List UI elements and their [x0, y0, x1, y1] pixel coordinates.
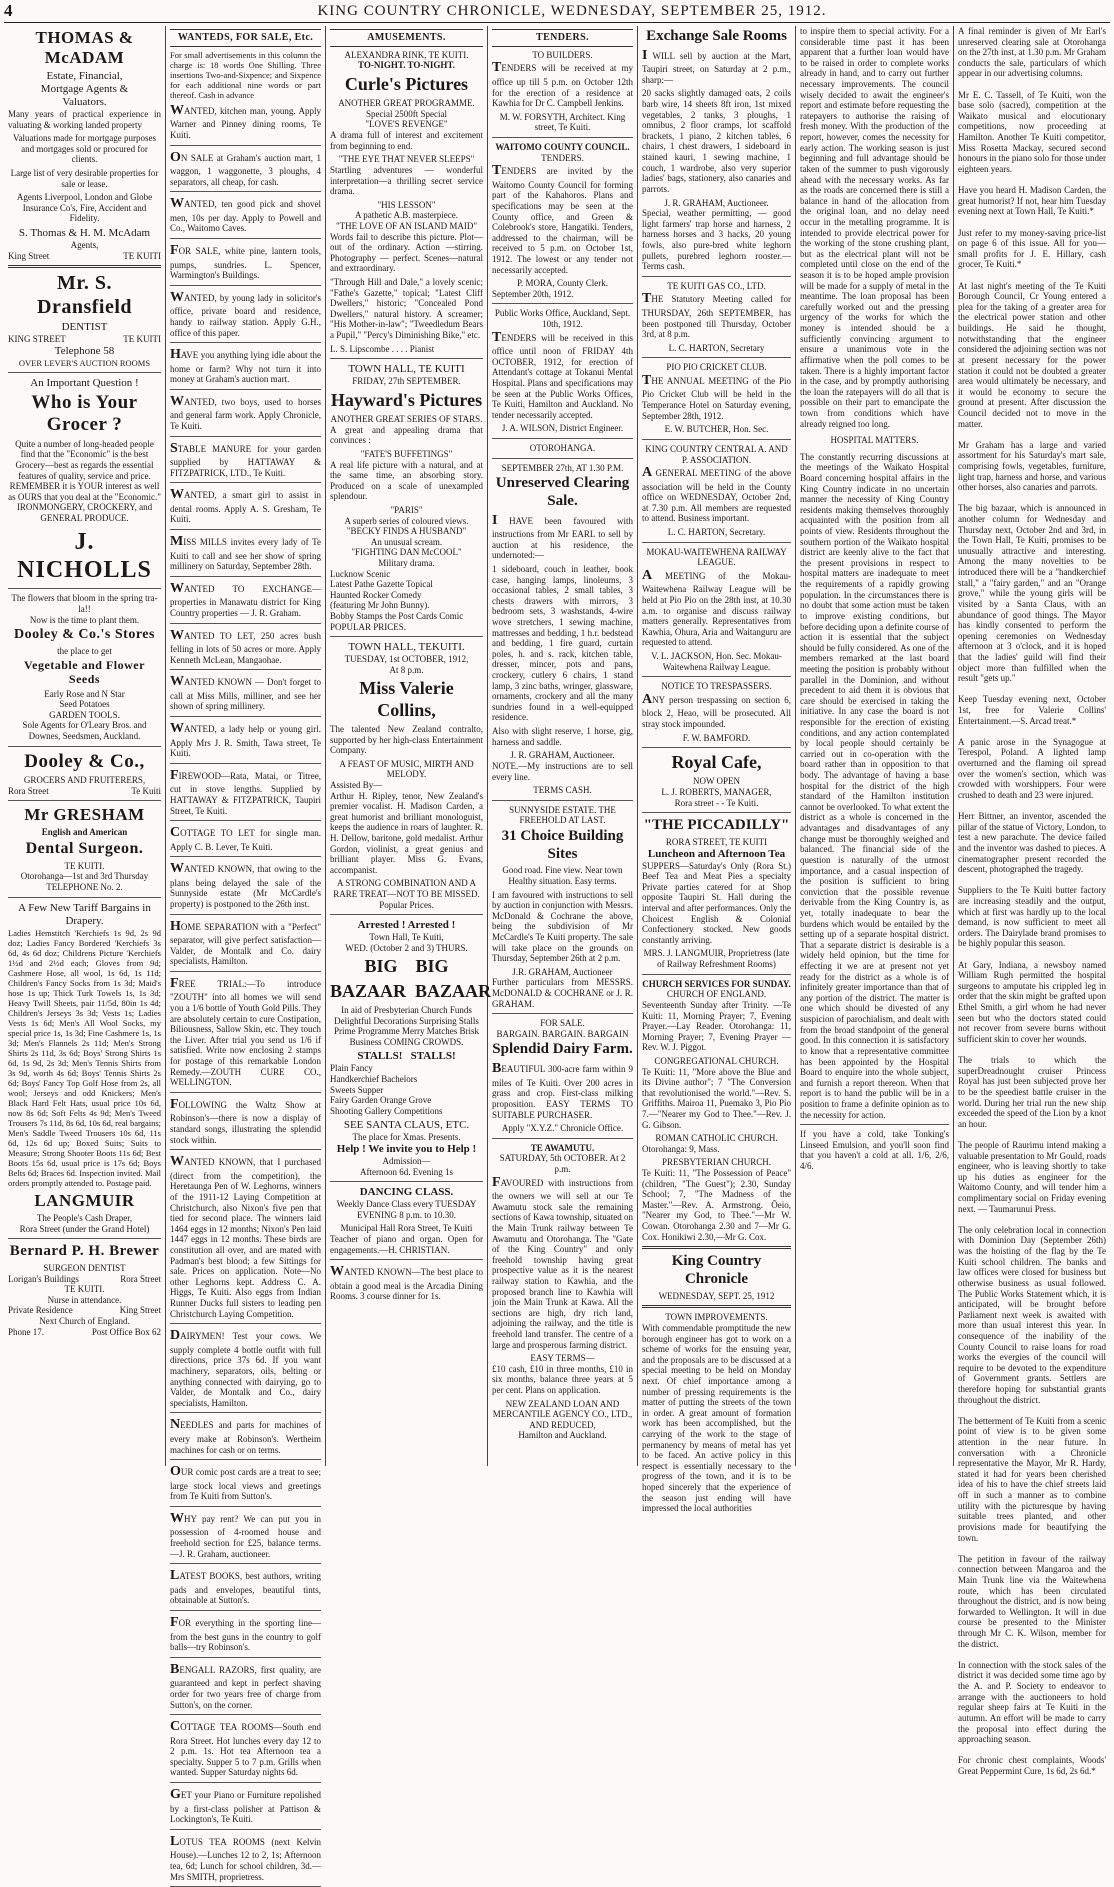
column-4 — [488, 26, 638, 1466]
favoured: I am favoured with instructions to sell by auction in conjunction with Messrs. McDonald & Cochrane the above, being the subdivision of Mr McCardle's Te Kuiti property. The sale will take place on the grounds on Thursday, September 26th at 2 p.m. — [492, 889, 633, 964]
picc-sub: Luncheon and Afternoon Tea — [647, 847, 786, 860]
masthead — [4, 0, 1110, 23]
tender-1: TENDERS will be received at my office up till 5 p.m. on October 12th for the erection of a residence at Kawhia for Dr C. Campbell Jenkins. — [492, 60, 633, 109]
ad-divider — [170, 529, 321, 530]
cong-body: Te Kuiti: 11, "More above the Blue and its Divine author"; 7 "The Conversion that revolutionised the world."—Rev. S. Griffiths. Mairoa 11, Puemako 3, Pio Pio 7.—"Nearer my God to Thee."—Rev. J. G. Gibson. — [642, 1066, 791, 1130]
piccadilly: "THE PICCADILLY" — [643, 817, 790, 834]
wanteds-heading: WANTEDS, FOR SALE, Etc. — [170, 29, 321, 47]
gresham-sub: English and American — [41, 827, 128, 838]
thomas-p2: Valuations made for mortgage purposes and mortgages sold or procured for clients. — [13, 133, 156, 165]
popular-prices: Popular Prices. — [379, 899, 434, 910]
langmuir-sub: The People's Cash Draper, — [36, 1213, 133, 1223]
valerie-desc: The talented New Zealand contralto, supported by her high-class Entertainment Company. — [330, 723, 483, 756]
dancing-title: DANCING CLASS. — [359, 1186, 454, 1199]
hayward-sub: ANOTHER GREAT SERIES OF STARS. — [330, 414, 483, 425]
gas-head: TE KUITI GAS CO., LTD. — [667, 280, 766, 291]
classified-ad: WANTED, a lady help or young girl. Apply Mrs J. R. Smith, Tawa street, Te Kuiti. — [170, 721, 321, 759]
tonight: TO-NIGHT. TO-NIGHT. — [358, 60, 455, 71]
curle-another: ANOTHER GREAT PROGRAMME. — [338, 98, 475, 109]
lesson-title: "HIS LESSON" — [377, 199, 436, 210]
feast: A FEAST OF MUSIC, MIRTH AND MELODY. — [339, 758, 474, 780]
cofe-body: Seventeenth Sunday after Trinity. —Te Kuiti: 11, Morning Prayer; 7, Evening Prayer.—Lay Reader. Otorohanga: 11, Morning Prayer; 7, Evening Prayer — Rev. W. J. Piggot. — [642, 999, 791, 1053]
ad-divider — [170, 1149, 321, 1150]
good-road: Good road. Fine view. Near town Healthy situation. Easy terms. — [502, 865, 623, 886]
help: Help ! We invite you to Help ! — [336, 1142, 477, 1155]
exchange-sign: J. R. GRAHAM, Auctioneer. — [664, 197, 769, 208]
thomas-p1: Many years of practical experience in valuating & working landed property — [8, 109, 161, 130]
town-hall-2: TOWN HALL, TEKUITI. — [348, 641, 465, 654]
fighting-title: "FIGHTING DAN McCOOL" — [351, 547, 462, 558]
column-6 — [796, 26, 954, 1466]
bargain: BARGAIN. BARGAIN. BARGAIN — [496, 1028, 629, 1039]
classified-ad: WHY pay rent? We can put you in possession of 4-roomed house and freehold section for £25, balance terms.—J. R. Graham, auctioneer. — [170, 1510, 321, 1559]
sept-27: SEPTEMBER 27th, AT 1.30 P.M. — [501, 462, 624, 473]
becky-desc: An unusual scream. — [370, 536, 443, 547]
grocer-question: An Important Question ! — [30, 377, 139, 390]
hospital-body: The constantly recurring discussions at the meetings of the Waikato Hospital Board concerning hospital affairs in the King Country indicate in no uncertain manner the necessity of King Country residents making themselves thoroughly acquainted with the position from all points of view. Residents throughout the southern portion of the Waikato hospital district are keenly alive to the fact that the present provisions in respect to hospital matters are inadequate to meet the requirements of a rapidly growing population. In the circumstances there is no doubt that some action must be taken to improve existing conditions, but before deciding upon a definite course of action it is essential that the subject should be fully considered. As one of the members remarked at the last board meeting the position is probably without parallel in the Dominion, and without precedent to aid them it is obvious that care should be exercised in taking the initiative. In any case the board is not responsible for the erection of existing conditions, and any action contemplated by local people should certainly be carried out in co-operation with the board rather than in opposition to that body. The advantage of having a base hospital for the district of the high standard of the Hamilton institution cannot be overlooked. To what extent the district as a whole is concerned in the advantages and disadvantages of any change must be thoroughly weighed and balanced. The financial side of the question is naturally of the utmost importance, and a casual inspection of the position is sufficient to bring conviction that the possible revenue derivable from the King Country is, as yet, totally inadequate to bear the burdens which would be entailed by the setting up of a separate hospital district. That a separate district is desirable is a widely held opinion, but the time for effecting it we are at present not yet ready for the district as a whole is of infinitely greater importance than that of any portion of the district. The matter is one which should be divested of any suspicion of parochialism, and dealt with from the broad standpoint of the general good. In this connection it is satisfactory to know that a representative committee has been appointed by the Hospital Board to enquire into the whole subject, and furnish a report thereon. When that report is to hand the public will be in a position to frame a definite opinion as to the necessity for action. — [800, 451, 949, 1120]
ad-divider — [170, 1714, 321, 1715]
tuesday: TUESDAY, 1st OCTOBER, 1912, — [344, 654, 469, 665]
dransfield-name: Mr. S. Dransfield — [37, 272, 132, 318]
awamutu-body: FAVOURED with instructions from the owners we will sell at our Te Awamutu stock sale the remaining sections of Kawa township, situated on the Main Trunk railway between Te Awamutu and Otorohanga. The "Gate of the King Country" and only freehold township having great prospective value as it is the nearest railway station to Kawhia, and the proposed branch line to Kawhia will join the Main Trunk at Kawa. All the sections are high, dry rich land, adjoining the railway, and the title is freehold land transfer. The centre of a large and prosperous farming district. — [492, 1174, 633, 1350]
column-1 — [4, 26, 166, 1466]
dransfield-role: DENTIST — [61, 321, 108, 334]
hayward-desc: A great and appealing drama that convinces : — [330, 424, 483, 446]
stall-list: Plain Fancy Handkerchief Bachelors Sweets Supper Fairy Garden Orange Grove Shooting Gallery Competitions — [330, 1063, 443, 1116]
classified-ad: HAVE you anything lying idle about the home or farm? Why not turn it into money at Graham's auction mart. — [170, 347, 321, 385]
nz-loan: NEW ZEALAND LOAN AND MERCANTILE AGENCY CO., LTD., AND REDUCED, — [492, 1398, 633, 1430]
dooley-l2: Seed Potatoes — [59, 699, 110, 710]
otorohanga: OTOROHANGA. — [529, 443, 596, 454]
brewer-church: Next Church of England. — [39, 1315, 130, 1326]
ad-divider — [170, 482, 321, 483]
grocer-title: Who is Your Grocer ? — [31, 392, 138, 436]
kc-sign: L. C. HARTON, Secretary. — [667, 527, 766, 538]
love-island-desc: Words fail to describe this picture. Plot—out of the ordinary. Action —stirring. Photography — perfect. Scenes—natural and extraordinary. — [330, 231, 483, 274]
flowers-line1: The flowers that bloom in the spring tra-la!! — [11, 593, 158, 614]
at-8: At 8 p.m. — [389, 664, 424, 675]
dairy-farm: Splendid Dairy Farm. — [492, 1041, 633, 1058]
gas-body: THE Statutory Meeting called for THURSDAY, 26th SEPTEMBER, has been postponed till Thursday, October 3rd, at 8 p.m. — [642, 291, 791, 340]
town-hall: TOWN HALL, TE KUITI — [348, 363, 465, 376]
classified-ad: DAIRYMEN! Test your cows. We supply complete 4 bottle outfit with full directions, price 37s 6d. If you want machinery, separators, oils, belting or anything connected with dairying, go to Valder, de Montalk and Co., dairy specialists, Hamilton. — [170, 1328, 321, 1408]
picc-sign: MRS. J. LANGMUIR, Proprietress (late of Railway Refreshment Rooms) — [643, 948, 790, 970]
column-2 — [166, 26, 326, 1882]
to-builders: TO BUILDERS. — [532, 49, 593, 60]
classified-ad: STABLE MANURE for your garden supplied by HATTAWAY & FITZPATRICK, LTD., Te Kuiti. — [170, 440, 321, 478]
easy-terms: EASY TERMS— — [530, 1353, 595, 1364]
ad-divider — [170, 623, 321, 624]
eye-title: "THE EYE THAT NEVER SLEEPS" — [338, 154, 475, 165]
thomas-p3: Large list of very desirable properties for sale or lease. — [10, 168, 159, 189]
tender-2-date: September 20th, 1912. — [492, 288, 574, 299]
ad-divider — [170, 145, 321, 146]
kc-body: A GENERAL MEETING of the above association will be held in the County office on WEDNESDAY, October 2nd, at 7.30 p.m. All members are requested to attend. Business important. — [642, 465, 791, 524]
classified-ad: FIREWOOD—Rata, Matai, or Titree, cut in stove lengths. Supplied by HATTAWAY & FITZPATRICK, Taupiri Street, Te Kuiti. — [170, 767, 321, 816]
ad-divider — [170, 1412, 321, 1413]
tender-1-sign: M. W. FORSYTH, Architect. King street, Te Kuiti. — [499, 111, 626, 133]
flowers-line2: Now is the time to plant them. — [29, 614, 140, 625]
fate-desc: A real life picture with a natural, and at the same time, an absorbing story. Produced on a scale of unexampled splendour. — [330, 459, 483, 502]
te-awamutu: TE AWAMUTU. — [530, 1142, 595, 1153]
dairy-desc: BEAUTIFUL 300-acre farm within 9 miles of Te Kuiti. Over 200 acres in grass and crop. First-class milking proposition. EASY TERMS TO SUITABLE PURCHASER. — [492, 1061, 633, 1120]
ad-divider — [170, 285, 321, 286]
mokau-body: A MEETING of the Mokau-Waitewhena Railway League will be held at Pio Pio on the 28th inst, at 10.30 a.m. to organise and discuss railway matters generally. Representatives from Kawhia, Ohura, Aria and Waitanguru are requested to attend. — [642, 567, 791, 648]
church-head: CHURCH SERVICES FOR SUNDAY. — [642, 978, 791, 989]
choice-sites: 31 Choice Building Sites — [501, 827, 624, 862]
easy-desc: £10 cash, £10 in three months, £10 in six months, balance three years at 5 per cent. Plans on application. — [492, 1363, 633, 1396]
fighting-desc: Military drama. — [378, 558, 435, 568]
gas-sign: L. C. HARTON, Secretary — [668, 342, 765, 353]
gresham-oto: Otorohanga—1st and 3rd Thursday — [20, 871, 149, 882]
thomas-street: King Street — [8, 250, 50, 261]
classified-ad: FOR SALE, white pine, lantern tools, pumps, sundries. L. Spencer, Warmington's Buildings. — [170, 243, 321, 281]
column-3 — [326, 26, 492, 1466]
dransfield-phone: Telephone 58 — [54, 345, 115, 358]
editorial-continued: to inspire them to special activity. For a considerable time past it has been apparent that a further loan would have to be raised in order to complete works already in hand, and to carry out further necessary improvements. The council wisely decided to await the engineer's report and estimate before requesting the ratepayers to authorise the raising of fresh money. With the production of the report, however, comes the necessity for early action. The working season is just beginning and full advantage should be taken of the summer to push vigorously ahead with the necessary works. As far as the roads are concerned there is still a balance in hand of the allocation from the original loan, and no delay need occur in the metalling programme. It is intended to provide electrical power for the working of the stone crushing plant, but as the electrical plant will not be completed until close on the end of the season it is to be hoped ample provision will be made for a supply of metal in the meantime. The loan proposal has been carefully worked out and the pressing urgency of the works for which the money is intended should be a sufficiently convincing argument to ensure a unanimous vote in the affirmative when the poll comes to be taken. There is a highly important factor in the case, and by promptly authorising the loan the ratepayers will do all that is possible on their part to emancipate the town from conditions which have already reigned too long. — [800, 26, 949, 429]
arcadia: WANTED KNOWN—The best place to obtain a good meal is the Arcadia Dining Rooms. 3 course dinner for 1s. — [330, 1264, 483, 1302]
ad-divider — [170, 856, 321, 857]
strong-combination: A STRONG COMBINATION AND A RARE TREAT—NOT TO BE MISSED. — [333, 878, 480, 900]
tender-3-sign: J. A. WILSON, District Engineer. — [501, 423, 624, 434]
sale-also: Also with slight reserve, 1 horse, gig, harness and saddle. — [492, 726, 633, 747]
brewer-town: TE KUITI. — [64, 1284, 105, 1295]
tender-2-sign: P. MORA, County Clerk. — [516, 278, 608, 289]
stalls: STALLS! STALLS! — [357, 1050, 456, 1063]
classified-ad: WANTED TO EXCHANGE—properties in Manawatu district for King Country properties — J. R. Graham. — [170, 580, 321, 618]
dairy-apply: Apply "X.Y.Z." Chronicle Office. — [501, 1123, 624, 1134]
santa: SEE SANTA CLAUS, ETC. — [343, 1119, 470, 1132]
kcc-date: WEDNESDAY, SEPT. 25, 1912 — [658, 1290, 775, 1301]
paris-title: "PARIS" — [390, 504, 423, 515]
ad-divider — [170, 191, 321, 192]
thomas-sub1: Estate, Financial, — [46, 70, 123, 83]
fate-title: "FATE'S BUFFETINGS" — [360, 448, 453, 459]
lesson-desc: A pathetic A.B. masterpiece. — [355, 210, 458, 221]
dooley-l4: Sole Agents for O'Leary Bros. and Downes, Seedsmen, Auckland. — [22, 720, 147, 742]
local-news: A final reminder is given of Mr Earl's unreserved clearing sale at Otorohanga on the 27th inst, at 1.30 p.m. Mr Graham conducts the sale, particulars of which appear in our advertising columns. Mr E. C. Tassell, of Te Kuiti, won the base solo (sacred), competition at the Waikato musical and elocutionary competitions, now proceeding at Hamilton. Another Te Kuiti competitor, Miss Rosetta Mackay, secured second honours in the piano solo for those under eighteen years. Have you heard H. Madison Carden, the great humorist? If not, hear him Tuesday evening next at Town Hall, Te Kuiti.* Just refer to my money-saving price-list on page 6 of this issue. All for you—small profits for J. E. Hillary, cash grocer, Te Kuiti.* At last night's meeting of the Te Kuiti Borough Council, Cr Young entered a plea for the taking of a greater area for the electrical power station and other buildings. He said he thought, notwithstanding that the engineer considered the adjoining section was not at present necessary for the power station it could not be doubted a greater area would ultimately be necessary, and it would be economy to secure the ground at present. After discussion the Council decided not to move in the matter. Mr Graham has a large and varied assortment for his Saturday's mart sale, comprising fowls, vegetables, furniture, light trap, harness and horse, and various other horses, also canaries and parrots. The big bazaar, which is announced in another column for Wednesday and Thursday next, October 2nd and 3rd, in the Town Hall, Te Kuiti, promises to be unusually attractive and interesting. Among the many novelties to be introduced there will be a "handkerchief stall," a "fairy garden," and an "Orange grove," while the young girls will be visited by a Santa Claus, with an abundance of good things. The Mayor has kindly consented to perform the opening ceremonies on Wednesday afternoon at 3 o'clock, and it is hoped that the ladies' guild will find their object more than fulfilled when the result "gets up." Keep Tuesday evening next, October 1st, free for Valerie Collins' Entertainment.—S. Arcad treat.* A panic arose in the Synagogue at Terespol, Poland. A lighted lamp overturned and the flaming oil spread over the women's section, which was crowded with worshippers. Four were crushed to death and 23 were injured. Herr Bittner, an inventor, ascended the pillar of the statue of Victory, London, to test a new parachute. The device failed and the inventor was dashed to pieces. A cinematographer present recorded the descent, photographed the tragedy. Suppliers to the Te Kuiti butter factory are increasing steadily and the output, which at first was hardly up to the local demand, is now sufficient to meet all orders. The Dairylade brand promises to be highly popular this season. At Gary, Indiana, a newsboy named William Rugh permitted the hospital surgeons to amputate his crippled leg in order that the skin might be grafted upon Ethel Smith, a girl whom he had never seen but who the doctors stated could not recover from severe burns without sufficient skin to cover her wounds. The trials to which the superDreadnought cruiser Princess Royal has just been subjected prove her to be the speediest battle cruiser in the world. During her trial run the new ship exceeded the speed of the Lion by a knot an hour. The people of Raurimu intend making a valuable presentation to Mr Gould, roads engineer, who is leaving shortly to take up his duties as engineer for the Waitomo County, and will tender him a complimentary social on Friday evening next. — Taumarunui Press. The only celebration local in connection with Dominion Day (September 26th) was the hoisting of the flag by the Te Kuiti school children. The banks and law offices were closed for business but otherwise business as usual followed. The Public Works Statement which, it is anticipated, will be brought before Parliament next week is awaited with more than usual interest this year. In consequence of the inability of the County Council to raise loans for road works the evergies of the council will require to be devoted to the expenditure of Government grants. Settlers are therefore hoping for substantial grants throughout the district. The betterment of Te Kuiti from a scenic point of view is to be given some attention in the near future. In conversation with a Chronicle representative the Mayor, Mr R. Hardy, stated it had for years been cherished idea of his to have the chief streets laid off in such a manner as to combine utility with the picturesque by having suitable trees planted, and other provisions made for beautifying the town. The petition in favour of the railway connection between Mangaroa and the Main Trunk line via the Waitewhena route, which has been circulated throughout the district, and is now being forwarded to Wellington. It will in due course be presented to the Minister through Mr C. K. Wilson, member for the district. In connection with the stock sales of the district it was decided some time ago by the A. and P. Society to endeavor to arrange with the auctioneers to hold regular sheep fairs at Te Kuiti in the autumn. An effort will be made to carry the proposal into effect during the approaching season. For chronic chest complaints, Woods' Great Peppermint Cure, 1s 6d, 2s 6d.* — [958, 26, 1106, 1776]
ad-divider — [170, 576, 321, 577]
gresham-role: Dental Surgeon. — [25, 839, 144, 857]
drapery-title: A Few New Tariff Bargains in Drapery. — [18, 901, 151, 927]
brewer-priv-st: King Street — [119, 1305, 161, 1316]
brewer-priv: Private Residence — [8, 1305, 73, 1316]
ad-divider — [170, 971, 321, 972]
becky-title: "BECKY FINDS A HUSBAND" — [346, 526, 467, 537]
classified-ad: MISS MILLS invites every lady of Te Kuiti to call and see her show of spring millinery on Saturday, September 28th. — [170, 534, 321, 572]
trespass-body: ANY person trespassing on section 6, block 2, Heao, will be prosecuted. All stray stock impounded. — [642, 691, 791, 730]
dransfield-street: KING STREET — [8, 334, 66, 345]
classified-ad: COTTAGE TO LET for single man. Apply C. B. Lever, Te Kuiti. — [170, 825, 321, 852]
brewer-name: Bernard P. H. Brewer — [9, 1243, 160, 1260]
teacher: Teacher of piano and organ. Open for engagements.—H. CHRISTIAN. — [330, 1233, 483, 1255]
tenders-heading: TENDERS. — [492, 29, 633, 47]
ad-divider — [170, 238, 321, 239]
bazaar-bazaar: BAZAAR BAZAAR — [330, 980, 492, 1001]
langmuir-name: LANGMUIR — [34, 1190, 135, 1210]
classified-ad: WANTED, kitchen man, young. Apply Warner and Pinney dining rooms, Te Kuiti. — [170, 102, 321, 140]
dransfield-loc: OVER LEVER'S AUCTION ROOMS — [18, 358, 151, 369]
rc-head: ROMAN CATHOLIC CHURCH. — [655, 1133, 778, 1144]
ad-divider — [170, 1829, 321, 1830]
classified-ad: NEEDLES and parts for machines of every make at Robinson's. Wertheim machines for cash or on terms. — [170, 1417, 321, 1455]
ad-divider — [170, 1782, 321, 1783]
rc-body: Otorohanga: 9, Mass. — [642, 1143, 720, 1154]
exchange-list: 20 sacks slightly damaged oats, 2 coils barb wire, 14 sheets 8ft iron, 1st mixed vegetables, 2 tanks, 3 ploughs, 1 omnibus, 2 floor cramps, lot scaffold brackets, 1 piano, 2 kitchen tables, 6 chairs, 1 chest drawers, 1 sideboard in stained kauri, 1 sewing machine, 1 couch, 1 wardrobe, also very superior ladies' bags, stationery, also canaries and parrots. — [642, 88, 791, 194]
drapery-body: Ladies Hemstitch 'Kerchiefs 1s 9d, 2s 9d doz; Ladies Fancy Bordered 'Kerchiefs 3s 6d, 4s 6d doz; Childrens Picture 'Kerchiefs 1½d and 2½d each; Gloves from 9d; Cashmere Hose, all wool, 1s 6d, 1s 11d; Children's Fancy Socks from 1s 3d; Maid's hose 1s up; Thick Turk Towels 1s, 1s 3d; Heavy Twill Sheets, pair 11/5d, 80in 1s 4d; Children's Jerseys 3s 3d; Vests 1s; Ladies Vests 1s 6d; Men's All Wool Socks, my special price 1s, 1s 3d; Fine Cashmere 1s, 1s 3d; Men's Flannels 2s 11d; Men's Strong Shirts 2s 11d, 3s 6d; Boys' Strong Shirts 1s 6d, 1s 9d, 2s 3d; Men's Tennis Shirts from 3s 9d, worth 4s 6d; Boys' Tennis Shirts 2s 6d; Boys' Fancy Top Golf Hose from 2s, all wool; Jerseys and odd Knickers; Men's Black Hard Felt Hats, usual price 10s 6d, now 8s 6d; Soft Felts 4s 9d; Men's Tweed Trousers 7s 11d, 8s 6d, 10s 6d, real bargains; Men's Saddle Tweed Trousers 10s 6d, 11s 6d, 12s 6d up; Boxed Suits; Suits to Measure; Strong Shooter Boots 11s 6d; Best Boots 15s 6d, usual price is 17s 6d; Boys Belts 6d; Braces 6d. Inspection invited. Mail orders promptly attended to. Postage paid. — [8, 927, 161, 1188]
ad-divider — [170, 1610, 321, 1611]
ad-divider — [170, 342, 321, 343]
gresham-name: Mr GRESHAM — [24, 805, 145, 825]
mokau-sign: V. L. JACKSON, Hon. Sec. Mokau-Waitewhena Railway League. — [651, 651, 782, 672]
brewer-box: Post Office Box 62 — [91, 1326, 161, 1337]
classified-ad: WANTED, by young lady in solicitor's office, private board and residence, handy to railway station. Apply G.H., office of this paper. — [170, 289, 321, 338]
exchange-special: Special, weather permitting, — good light farmers' trap horse and harness, 2 harness horses and 3 hacks, 20 young fowls, also pure-bred white leghorn pullets, purebred leghorn rooster.—Terms cash. — [642, 208, 791, 272]
pio-head: PIO PIO CRICKET CLUB. — [666, 362, 767, 373]
nicholls-name: J. NICHOLLS — [17, 528, 152, 583]
sale-list: 1 sideboard, couch in leather, book case, hanging lamps, linoleums, 3 occasional tables, 2 small tables, 3 chests drawers with mirrors, 3 bedroom sets, 3 washstands, 4-wire wove stretchers, 1 sewing machine, mattresses and bedding, 1 h.r. bedstead and bedding, 1 fire guard, curtain poles, h. and s. rack, kitchen table, dresser, mincer, pots and pans, crockery, cutlery 6 chairs, 1 stand lamp, 3 zinc baths, wringer, glassware, ornaments, crockery and all the many sundries found in a well-equipped residence. — [492, 563, 633, 723]
ad-divider — [170, 820, 321, 821]
ad-divider — [170, 389, 321, 390]
sale-sign: J. R. GRAHAM, Auctioneer. — [510, 750, 615, 761]
gresham-phone: TELEPHONE No. 2. — [46, 882, 123, 892]
page-columns — [4, 26, 1110, 1882]
dancing-desc: Weekly Dance Class every TUESDAY EVENING 8 p.m. to 10.30. — [336, 1199, 477, 1220]
hospital-matters: HOSPITAL MATTERS. — [830, 435, 919, 446]
loves-revenge: "LOVE'S REVENGE" — [365, 119, 448, 130]
town-improvements-body: With commendable promptitude the new borough engineer has got to work on a scheme of works for the ensuing year, and the proposals are to be discussed at a special meeting to be held on Monday next. Of chief importance among a number of pressing requirements is the matter of putting the streets of the town in order. A great amount of formation work has been accomplished, but the carrying of the work to the stage of permanency by means of metal has yet to be faced. An active policy in this respect is essentially necessary to the progress of the town, and it is to be hoped sincerely that the experience of the season just ending will have impressed the local authorities — [642, 1322, 791, 1514]
pres-head: PRESBYTERIAN CHURCH. — [661, 1157, 771, 1168]
further: Further particulars from MESSRS. McDONALD & COCHRANE or J. R. GRAHAM. — [492, 977, 633, 1009]
town-hall-3: Town Hall, Te Kuiti, — [369, 932, 444, 943]
nz-loc: Hamilton and Auckland. — [518, 1430, 607, 1441]
tender-2: TENDERS are invited by the Waitomo County Council for forming part of the Kahahoros. Plans and specifications may be seen at the County office, and Green & Colebrook's store, Hangatiki. Tenders, addressed to the chairman, will be received to 5 p.m. on October 1st, 1912. The lowest or any tender not necessarily accepted. — [492, 163, 633, 275]
classified-ad: GET your Piano or Furniture repolished by a first-class polisher at Pattison & Lockington's, Te Kuiti. — [170, 1787, 321, 1825]
public-works: Public Works Office, Auckland, Sept. 10th, 1912. — [494, 308, 631, 330]
gresham-town: TE KUITI. — [64, 860, 105, 871]
pianist: L. S. Lipscombe . . . . Pianist — [330, 343, 435, 354]
mokau-head: MOKAU-WAITEWHENA RAILWAY LEAGUE. — [646, 546, 787, 568]
kc-head: KING COUNTRY CENTRAL A. AND P. ASSOCIATION. — [645, 443, 788, 465]
thomas-sign: S. Thomas & H. M. McAdam — [18, 227, 151, 240]
thomas-p4: Agents Liverpool, London and Globe Insurance Co's, Fire, Accident and Fidelity. — [16, 192, 153, 224]
classified-ad: ON SALE at Graham's auction mart, 1 waggon, 1 waggonette, 3 ploughs, 4 separators, all cheap, for cash. — [170, 149, 321, 187]
ad-divider — [170, 436, 321, 437]
classified-ad: WANTED, two boys, used to horses and general farm work. Apply Chronicle, Te Kuiti. — [170, 393, 321, 432]
for-sale: FOR SALE. — [540, 1018, 585, 1029]
bazaar-dates: WED. (October 2 and 3) THURS. — [345, 942, 468, 953]
exchange-body: I WILL sell by auction at the Mart, Taupiri street, on Saturday at 2 p.m., sharp:— — [642, 47, 791, 85]
brewer-role: SURGEON DENTIST — [43, 1262, 126, 1273]
classified-ad: BENGALL RAZORS, first quality, are guaranteed and kept in perfect shaving order for two years free of charge from Sutton's, on the corner. — [170, 1661, 321, 1710]
arrested: Arrested ! Arrested ! — [357, 919, 456, 932]
thomas-town: TE KUITI — [123, 250, 161, 261]
afternoon: Afternoon 6d. Evening 1s — [360, 1166, 453, 1177]
classified-ad: COTTAGE TEA ROOMS—South end Rora Street. Hot lunches every day 12 to 2 p.m. 1s. Hot tea Afternoon tea a specialty. Supper 5 to 7 p.m. Grills when wanted. Supper Saturday nights 6d. — [170, 1719, 321, 1778]
tonking-ad: If you have a cold, take Tonking's Linseed Emulsion, and you'll soon find that you haven't a cold at all. 1/6, 2/6, 4/6. — [800, 1129, 949, 1171]
ad-divider — [170, 669, 321, 670]
trespass-head: NOTICE TO TRESPASSERS. — [661, 681, 772, 692]
xmas: The place for Xmas. Presents. — [352, 1132, 461, 1143]
admission: Admission— — [382, 1155, 431, 1166]
bazaar-decor: Delightful Decorations Surprising Stalls Prime Programme Merry Matches Brisk Business COMING CROWDS. — [334, 1015, 479, 1047]
trespass-sign: F. W. BAMFORD. — [682, 732, 751, 743]
dooley-l3: GARDEN TOOLS. — [49, 709, 120, 720]
picture-list: Lucknow Scenic Latest Pathe Gazette Topical Haunted Rocker Comedy (featuring Mr John Bunny). Bobby Stamps the Post Cards Comic POPULAR PRICES. — [330, 568, 464, 632]
classified-ad: LOTUS TEA ROOMS (next Kelvin House).—Lunches 12 to 2, 1s; Afternoon tea, 6d; Lunch for school children, 3d.—Mrs SMITH, proprietress. — [170, 1833, 321, 1882]
friday: FRIDAY, 27th SEPTEMBER. — [352, 376, 461, 387]
wanteds-list — [170, 103, 321, 1887]
royal-cafe: Royal Cafe, — [671, 752, 762, 773]
love-island-title: "THE LOVE OF AN ISLAND MAID" — [335, 220, 478, 231]
ad-divider — [170, 1657, 321, 1658]
dooley-l1: Early Rose and N Star — [44, 688, 125, 699]
thomas-sub3: Valuators. — [62, 96, 107, 109]
masthead-title: KING COUNTRY CHRONICLE, WEDNESDAY, SEPTEMBER 25, 1912. — [317, 2, 827, 19]
classified-ad: WANTED KNOWN, that owing to the plans being delayed the sale of the Sunnyside estate (Mr McCardle's property) is postponed to the 26th inst. — [170, 861, 321, 909]
classified-ad: OUR comic post cards are a treat to see; large stock local views and greetings from Te Kuiti from Sutton's. — [170, 1464, 321, 1502]
cofe-head: CHURCH OF ENGLAND. — [666, 989, 767, 1000]
picc-st: RORA STREET, TE KUITI — [665, 837, 768, 847]
classified-ad: WANTED TO LET, 250 acres bush felling in lots of 50 acres or more. Apply Kenneth McLean, Mangaohae. — [170, 627, 321, 665]
thomas-agents: Agents, — [70, 240, 99, 251]
pio-body: THE ANNUAL MEETING of the Pio Pio Cricket Club will be held in the Temperance Hotel on Saturday evening, September 28th, 1912. — [642, 372, 791, 421]
dooley2-street: Rora Street — [8, 785, 49, 796]
sale-note: NOTE.—My instructions are to sell every line. — [492, 760, 633, 782]
big-big: BIG BIG — [364, 956, 449, 977]
bazaar-aid: In aid of Presbyterian Church Funds — [341, 1004, 472, 1015]
column-7 — [954, 26, 1110, 1776]
royal-open: NOW OPEN — [692, 776, 741, 787]
dooley2-sub: GROCERS AND FRUITERERS, — [23, 775, 146, 786]
assisted-by: Assisted By— Arthur H. Ripley, tenor, New Zealand's premier vocalist. H. Madison Carden, a great humorist and brilliant monologuist, keeps the audience in roars of laughter. R. H. Dellow, baritone, gold medalist. Arthur Gordon, violinist, a great genius and brilliant player. Miss G. Evans, accompanist. — [330, 779, 483, 875]
grocer-body: Quite a number of long-headed people find that the "Economic" is the best Grocery—best as regards the essential features of quality, service and price. REMEMBER it is YOUR interest as well as OURS that you deal at the "Economic." IRONMONGERY, CROCKERY, and GENERAL PRODUCE. — [8, 438, 161, 524]
ad-divider — [170, 1563, 321, 1564]
brewer-bld: Lorigan's Buildings — [8, 1273, 79, 1284]
hayward-title: Hayward's Pictures — [330, 389, 483, 410]
ad-divider — [170, 1506, 321, 1507]
cong-head: CONGREGATIONAL CHURCH. — [654, 1055, 779, 1066]
classified-ad: WANTED KNOWN, that I purchased (direct from the competition), the Heretaunga Pen of W. Leghorns, winners of the 1911-12 Laying Competition at Christchurch, also Nixon's five pen that tied for second place. The winners laid 1464 eggs in 12 months; Nixon's Pen laid 1447 eggs in 12 months. These birds are constitution all over, and are mated with Padman's best blood; a few Sittings for sale. Prices on application. Note—No other Leghorns kept. Address C. A. Higgs, Te Kuiti. Also eggs from Indian Runner Ducks full sisters to leading pen Christchurch Laying Competition. — [170, 1154, 321, 1319]
dooley2-title: Dooley & Co., — [24, 750, 145, 772]
dransfield-town: TE KUITI — [123, 334, 161, 345]
royal-mgr: L. J. ROBERTS, MANAGER, — [661, 787, 772, 798]
town-improvements: TOWN IMPROVEMENTS. — [665, 1312, 768, 1323]
ad-divider — [170, 1323, 321, 1324]
thomas-mcadam-name: THOMAS & McADAM — [35, 28, 134, 68]
dooley-place: the place to get — [57, 645, 112, 656]
terms-cash: TERMS CASH. — [533, 785, 592, 796]
classified-ad: FREE TRIAL:—To introduce "ZOUTH" into all homes we will send you a 1/6 bottle of Youth Gold Pills. They are absolutely certain to cure Costipation, Biliousness, Sallow Skin, etc. They touch the Liver. After trial you send us 1/6 if satisfied. Write now enclosing 2 stamps for postage of this remarkable London Remedy.—ZOUTH CURE CO., WELLINGTON. — [170, 975, 321, 1088]
page-number: 4 — [4, 1, 14, 20]
thomas-sub2: Mortgage Agents & — [40, 83, 129, 96]
ad-divider — [170, 914, 321, 915]
eye-desc: Startling adventures — wonderful interpretation—a thrilling secret service drama. — [330, 164, 483, 197]
curle-title: Curle's Pictures — [344, 74, 469, 95]
awamutu-date: SATURDAY, 5th OCTOBER. At 2 p.m. — [499, 1153, 626, 1174]
ad-divider — [170, 1459, 321, 1460]
classified-ad: WANTED, a smart girl to assist in dental rooms. Apply A. S. Gresham, Te Kuiti. — [170, 487, 321, 525]
dancing-loc: Municipal Hall Rora Street, Te Kuiti — [340, 1223, 473, 1234]
ad-divider — [170, 716, 321, 717]
paris-desc: A superb series of coloured views. — [344, 515, 469, 526]
pio-sign: E. W. BUTCHER, Hon. Sec. — [664, 424, 769, 435]
rink: ALEXANDRA RINK, TE KUITI. — [344, 49, 469, 60]
ad-divider — [170, 763, 321, 764]
unreserved-sale: Unreserved Clearing Sale. — [495, 475, 630, 509]
dooley-title: Dooley & Co.'s Stores — [14, 627, 155, 643]
wanteds-note: For small advertisements in this column the charge is: 18 words One Shilling. Three insertions Two-and-Sixpence; and Sixpence for each additional nine words or part thereof. Cash in advance — [170, 49, 321, 100]
langmuir-addr: Rora Street (under the Grand Hotel) — [19, 1223, 150, 1234]
fav-sign: J.R. GRAHAM, Auctioneer — [512, 966, 613, 977]
brewer-nurse: Nurse in attendance. — [47, 1294, 122, 1305]
through-hill: "Through Hill and Dale," a lovely scenic; "Fathe's Gazette," topical; "Latest Cliff Dwellers," historic; "Concealed Pond Dwellers," natural history. A screamer; "His Mother-in-law"; "Tweedledum Bears a Pupil," "Percy's Diminishing Bike," etc. — [330, 277, 483, 341]
classified-ad: FOR everything in the sporting line—from the best guns in the country to golf balls—try Robinson's. — [170, 1615, 321, 1653]
kcc-title: King Country Chronicle — [671, 1253, 762, 1287]
waitomo: WAITOMO COUNTY COUNCIL. — [495, 141, 630, 152]
sale-body: I HAVE been favoured with instructions from Mr EARL to sell by auction at his residence, the undernoted:— — [492, 512, 633, 561]
column-5 — [638, 26, 796, 1514]
tenders-sub: TENDERS. — [541, 152, 584, 163]
valerie-title: Miss Valerie Collins, — [359, 678, 454, 720]
royal-st: Rora street - - Te Kuiti. — [674, 797, 759, 808]
classified-ad: FOLLOWING the Waltz Show at Robinson's—there is now a display of standard songs, illustrating the splendid stock within. — [170, 1096, 321, 1145]
classified-ad: WANTED KNOWN — Don't forget to call at Miss Mills, milliner, and see her shown of spring millinery. — [170, 674, 321, 712]
dooley-veg: Vegetable and Flower Seeds — [24, 658, 145, 687]
amusements-heading: AMUSEMENTS. — [330, 29, 483, 47]
ad-divider — [170, 1092, 321, 1093]
picc-body: SUPPERS—Saturday's Only (Rora St.) Beef Tea and Meat Pies a specialty Private parties catered for at Shop opposite Taupiri St. Hall during the interval and after performances. Only the Choicest English & Colonial Confectionery stocked. New goods constantly arriving. — [642, 860, 791, 945]
classified-ad: WANTED, ten good pick and shovel men, 10s per day. Apply to Powell and Co., Waitomo Caves. — [170, 196, 321, 234]
pres-body: Te Kuiti: 11, "The Possession of Peace" (children, "The Guest"); 2.30, Sunday School; 7, "The Madness of the Master."—Rev. A. Armstrong. Ōeio, "Nearer my God, to Thee."—Mr W. Cowan. Otorohanga 2.30 and 7—Mr G. Cox. Honikiwi 2.30,—Mr G. Cox. — [642, 1168, 791, 1242]
exchange-title: Exchange Sale Rooms — [646, 28, 787, 44]
loves-desc: A drama full of interest and excitement from beginning to end. — [330, 130, 483, 151]
brewer-phone: Phone 17. — [8, 1326, 44, 1337]
sunnyside: SUNNYSIDE ESTATE. THE FREEHOLD AT LAST. — [509, 804, 616, 826]
brewer-st: Rora Street — [120, 1273, 161, 1284]
classified-ad: LATEST BOOKS, best authors, writing pads and envelopes, beautiful tints, obtainable at Sutton's. — [170, 1568, 321, 1606]
classified-ad: HOME SEPARATION with a "Perfect" separator, will give perfect satisfaction—Valder, de Montalk and Co. dairy specialists, Hamilton. — [170, 918, 321, 967]
curle-special: Special 2500ft Special — [366, 108, 447, 119]
dooley2-town: Te Kuiti — [131, 785, 161, 796]
tender-3: TENDERS will be received in this office until noon of FRIDAY 4th OCTOBER, 1912, for erection of Attendant's cottage at Tokanui Mental Hospital. Plans and specifications may be seen at the Public Works Offices, Te Kuiti, Hamilton and Auckland. No tender necessarily accepted. — [492, 329, 633, 420]
